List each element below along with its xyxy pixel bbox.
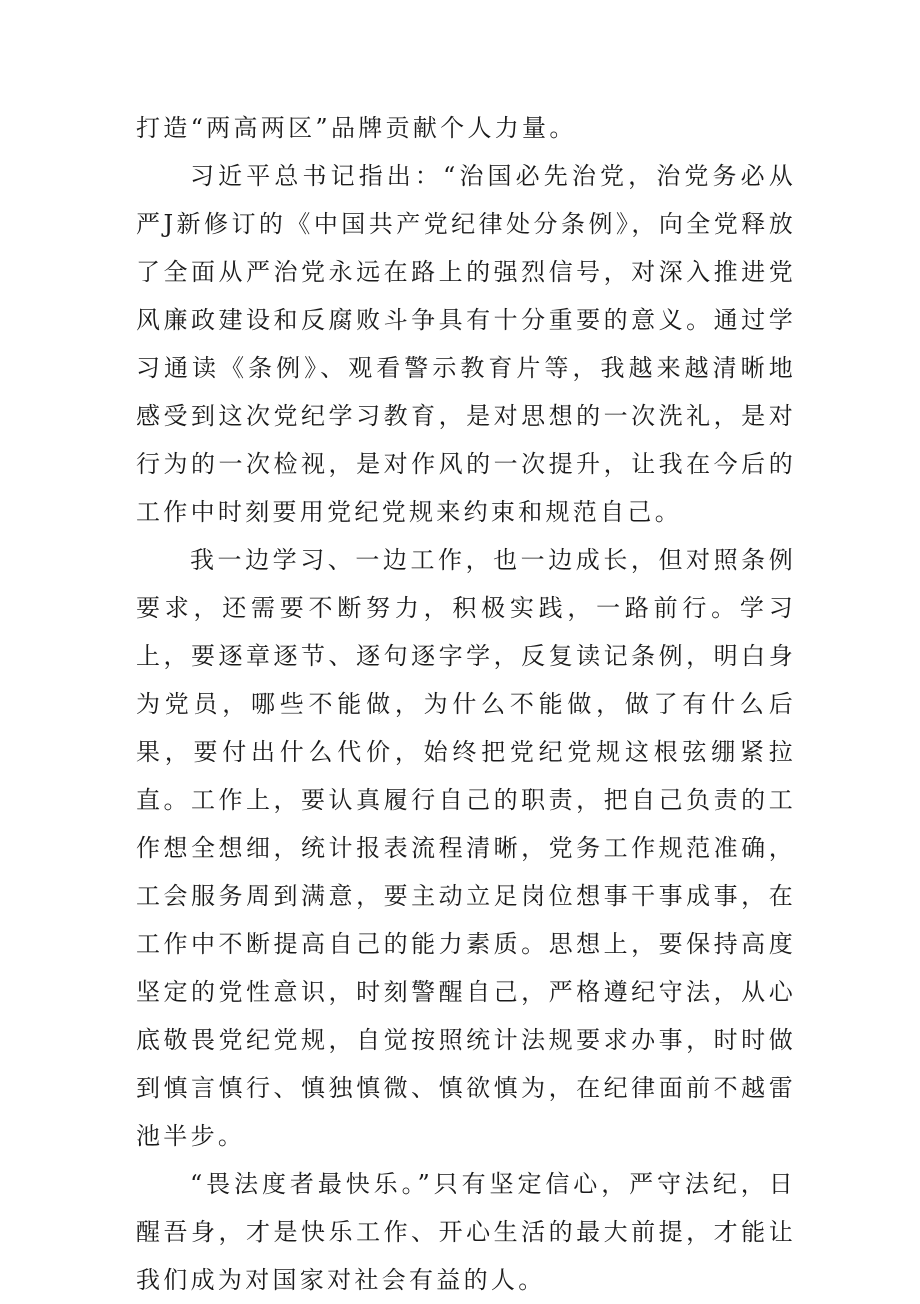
paragraph-4: “畏法度者最快乐。”只有坚定信心，严守法纪，日醒吾身，才是快乐工作、开心生活的最大前提，才能让我们成为对国家对社会有益的人。	[136, 1170, 796, 1294]
paragraph-2: 习近平总书记指出：“治国必先治党，治党务必从严J新修订的《中国共产党纪律处分条例》，向全党释放了全面从严治党永远在路上的强烈信号，对深入推进党风廉政建设和反腐败斗争具有十分重要的意义。通过学习通读《条例》、观看警示教育片等，我越来越清晰地感受到这次党纪学习教育，是对思想的一次洗礼，是对行为的一次检视，是对作风的一次提升，让我在今后的工作中时刻要用党纪党规来约束和规范自己。	[136, 162, 796, 526]
paragraph-3: 我一边学习、一边工作，也一边成长，但对照条例要求，还需要不断努力，积极实践，一路前行。学习上，要逐章逐节、逐句逐字学，反复读记条例，明白身为党员，哪些不能做，为什么不能做，做了有什么后果，要付出什么代价，始终把党纪党规这根弦绷紧拉直。工作上，要认真履行自己的职责，把自己负责的工作想全想细，统计报表流程清晰，党务工作规范准确，工会服务周到满意，要主动立足岗位想事干事成事，在工作中不断提高自己的能力素质。思想上，要保持高度坚定的党性意识，时刻警醒自己，严格遵纪守法，从心底敬畏党纪党规，自觉按照统计法规要求办事，时时做到慎言慎行、慎独慎微、慎欲慎为，在纪律面前不越雷池半步。	[136, 546, 796, 1150]
paragraph-1: 打造“两高两区”品牌贡献个人力量。	[136, 114, 577, 142]
document-body	[136, 104, 796, 1304]
